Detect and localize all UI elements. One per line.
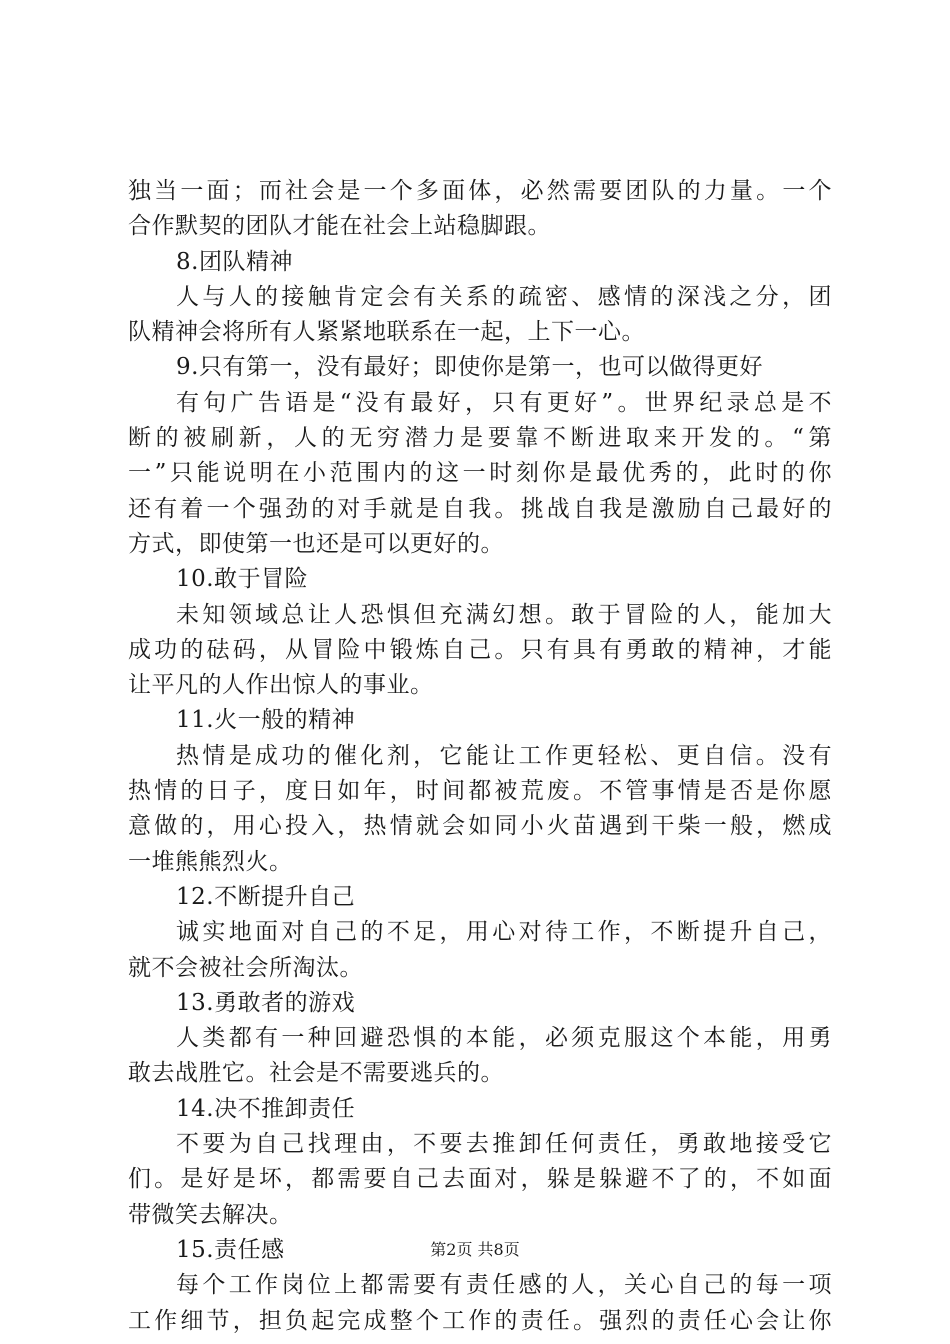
text-line: 队精神会将所有人紧紧地联系在一起，上下一心。 [128, 319, 645, 346]
text-line: 意做的，用心投入，热情就会如同小火苗遇到干柴一般，燃成 [128, 813, 832, 840]
paragraph-first-line: 人与人的接触肯定会有关系的疏密、感情的深浅之分，团 [176, 283, 832, 310]
paragraph-first-line: 每个工作岗位上都需要有责任感的人，关心自己的每一项 [176, 1272, 832, 1299]
text-line: 敢去战胜它。社会是不需要逃兵的。 [128, 1060, 504, 1087]
text-line: 让平凡的人作出惊人的事业。 [128, 672, 434, 699]
paragraph-first-line: 未知领域总让人恐惧但充满幻想。敢于冒险的人，能加大 [176, 601, 832, 628]
text-line: 带微笑去解决。 [128, 1201, 293, 1228]
section-heading: 11.火一般的精神 [176, 707, 356, 734]
paragraph-first-line: 人类都有一种回避恐惧的本能，必须克服这个本能，用勇 [176, 1025, 832, 1052]
section-heading: 15.责任感 [176, 1236, 285, 1263]
text-line: 断的被刷新，人的无穷潜力是要靠不断进取来开发的。“第 [128, 425, 832, 452]
text-line: 合作默契的团队才能在社会上站稳脚跟。 [128, 213, 551, 240]
text-line: 们。是好是坏，都需要自己去面对，躲是躲避不了的，不如面 [128, 1166, 832, 1193]
text-line: 热情的日子，度日如年，时间都被荒废。不管事情是否是你愿 [128, 778, 832, 805]
section-heading: 8.团队精神 [176, 248, 293, 275]
section-heading: 14.决不推卸责任 [176, 1095, 356, 1122]
document-body [128, 174, 832, 1339]
page-footer: 第2页 共8页 [430, 1240, 520, 1259]
section-heading: 12.不断提升自己 [176, 883, 356, 910]
paragraph-first-line: 诚实地面对自己的不足，用心对待工作，不断提升自己， [176, 919, 832, 946]
paragraph-first-line: 不要为自己找理由，不要去推卸任何责任，勇敢地接受它 [176, 1131, 832, 1158]
text-line: 成功的砝码，从冒险中锻炼自己。只有具有勇敢的精神，才能 [128, 636, 832, 663]
section-heading: 9.只有第一，没有最好；即使你是第一，也可以做得更好 [176, 354, 763, 381]
section-heading: 13.勇敢者的游戏 [176, 989, 356, 1016]
text-line: 一”只能说明在小范围内的这一时刻你是最优秀的，此时的你 [128, 460, 832, 487]
paragraph-first-line: 有句广告语是“没有最好，只有更好”。世界纪录总是不 [176, 389, 832, 416]
text-line: 还有着一个强劲的对手就是自我。挑战自我是激励自己最好的 [128, 495, 832, 522]
text-line: 方式，即使第一也还是可以更好的。 [128, 530, 504, 557]
paragraph-first-line: 热情是成功的催化剂，它能让工作更轻松、更自信。没有 [176, 742, 832, 769]
text-line: 就不会被社会所淘汰。 [128, 954, 363, 981]
text-line: 独当一面；而社会是一个多面体，必然需要团队的力量。一个 [128, 178, 832, 204]
section-heading: 10.敢于冒险 [176, 566, 309, 593]
text-line: 工作细节，担负起完成整个工作的责任。强烈的责任心会让你 [128, 1307, 832, 1334]
text-line: 一堆熊熊烈火。 [128, 848, 293, 875]
